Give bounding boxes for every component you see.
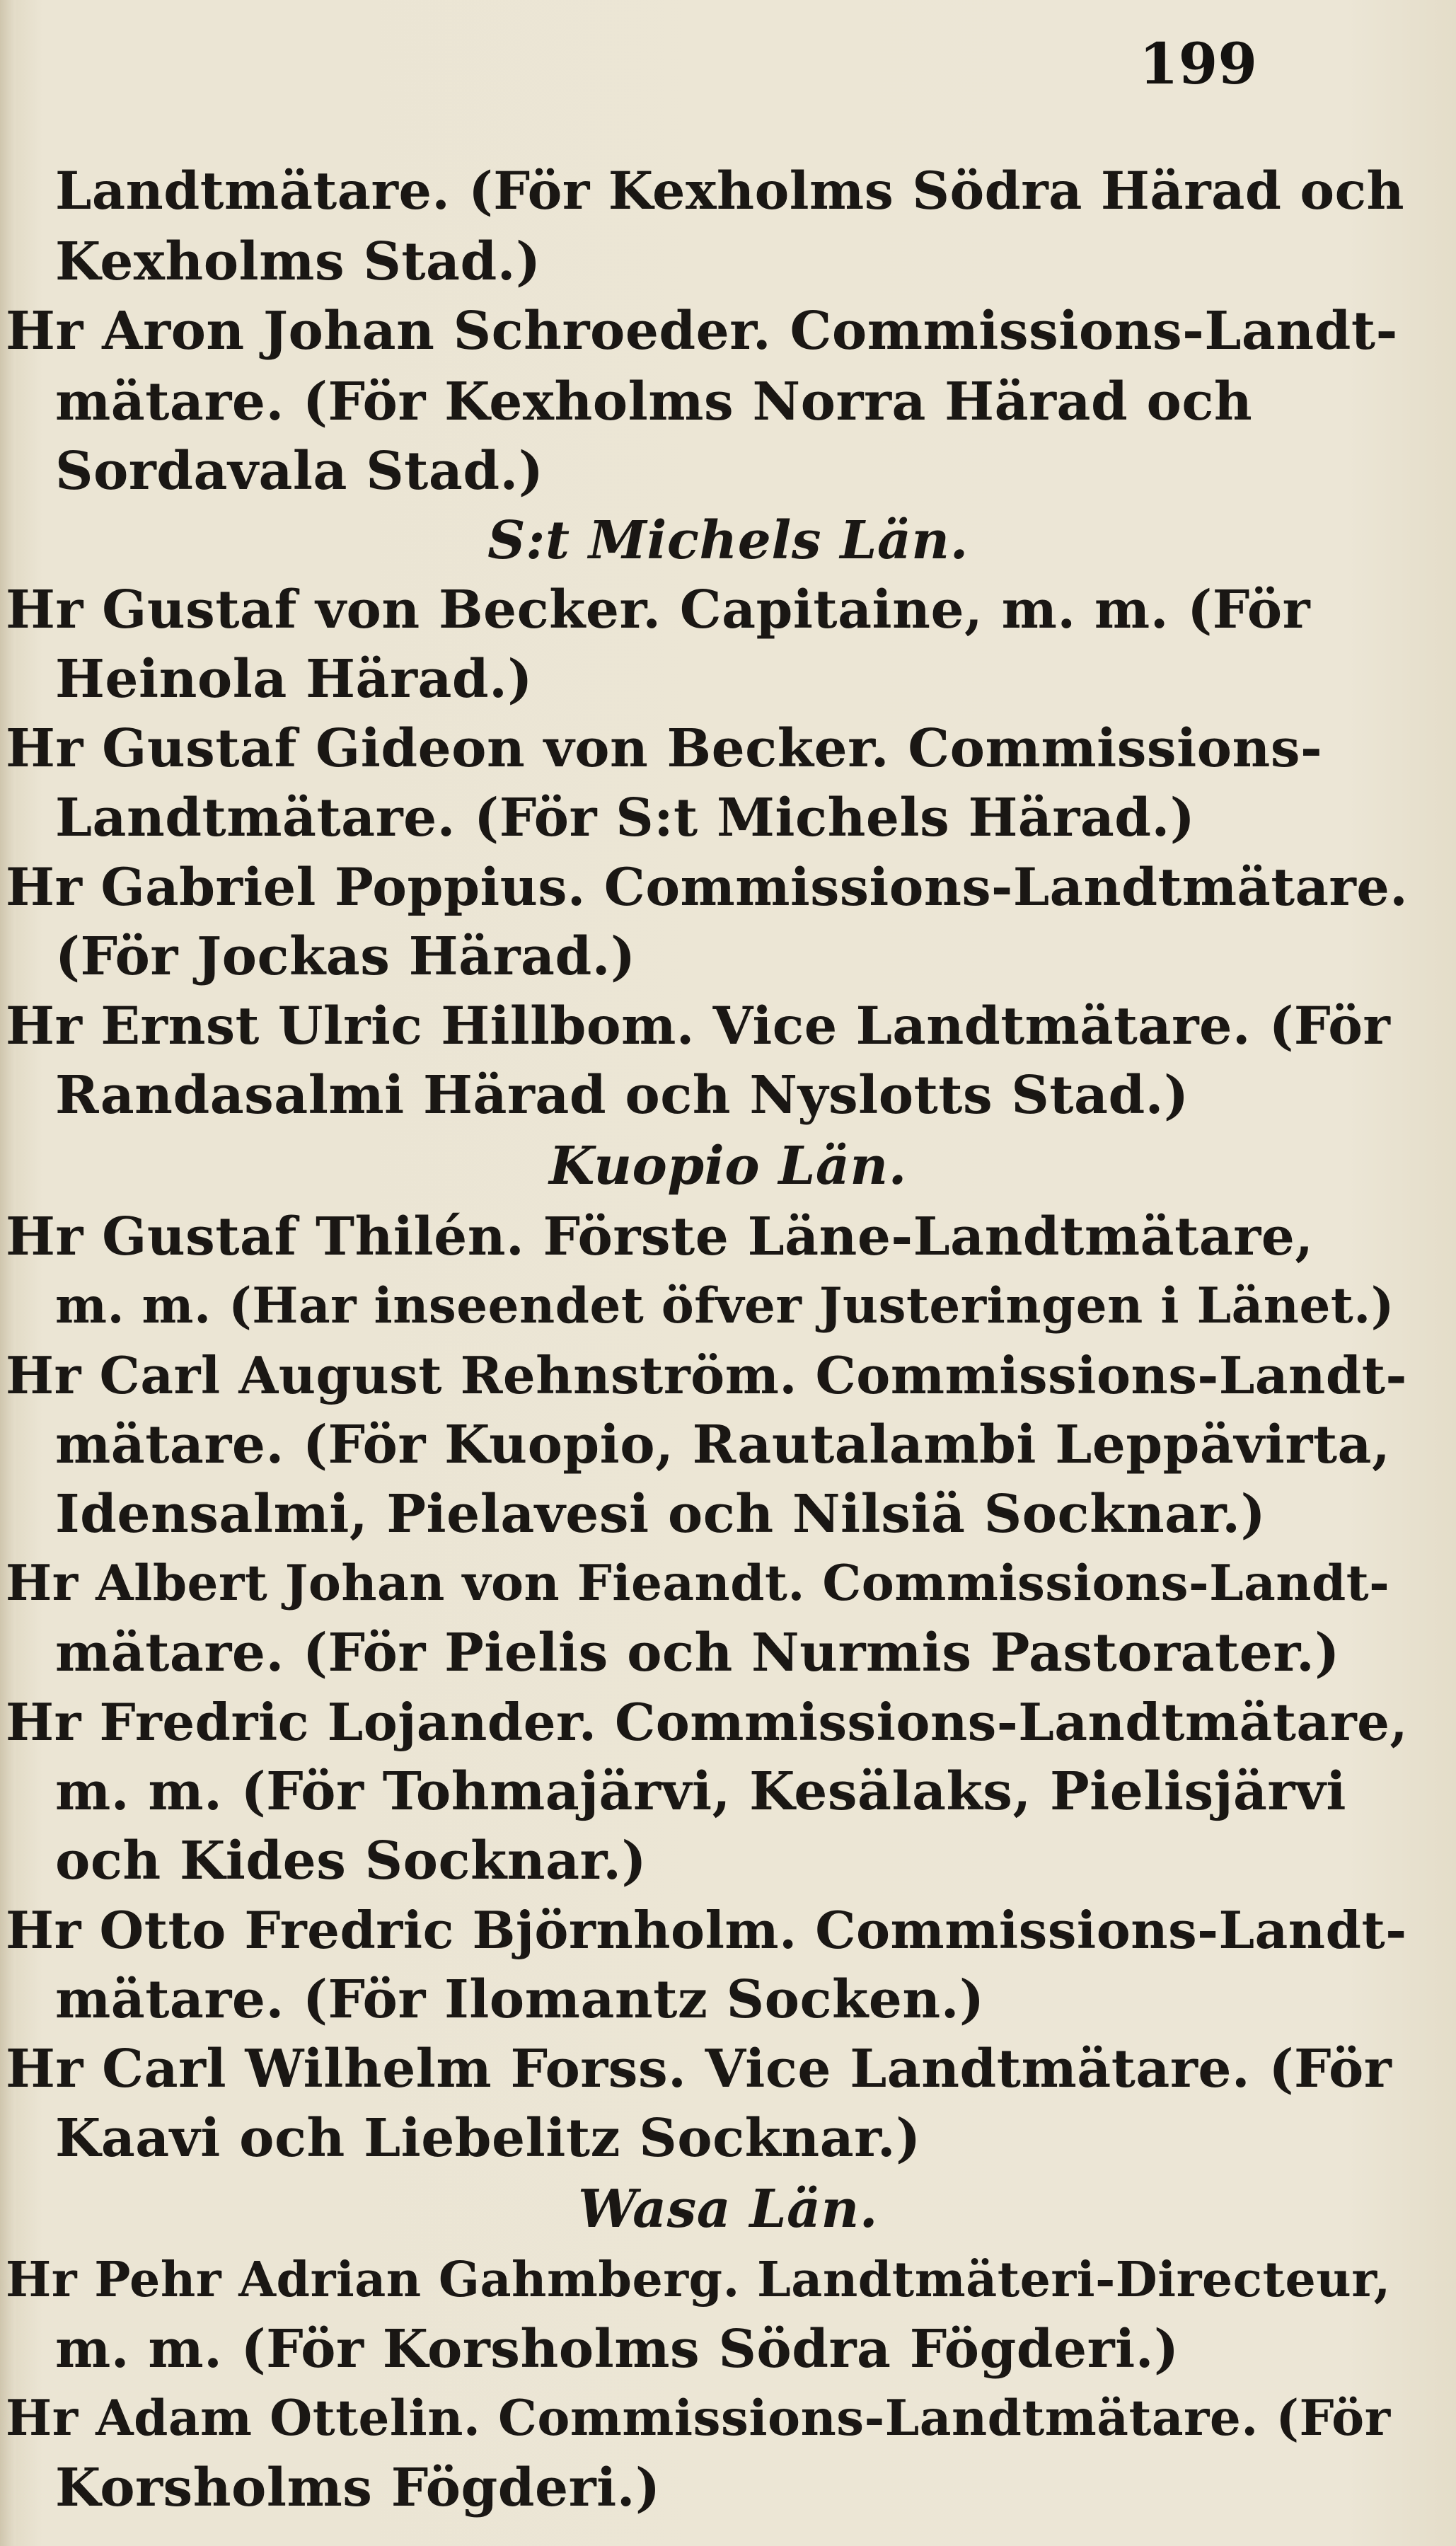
text-line: Hr Fredric Lojander. Commissions-Landtmätare,	[6, 1692, 1409, 1752]
text-line: Sordavala Stad.)	[55, 441, 544, 502]
text-line: Landtmätare. (För Kexholms Södra Härad och	[55, 161, 1405, 221]
text-line: Korsholms Fögderi.)	[55, 2458, 661, 2518]
text-line: Hr Gabriel Poppius. Commissions-Landtmätare.	[6, 857, 1409, 918]
text-line: mätare. (För Pielis och Nurmis Pastorater.)	[55, 1623, 1340, 1683]
text-line: Hr Adam Ottelin. Commissions-Landtmätare. (För	[6, 2390, 1391, 2447]
text-line: Landtmätare. (För S:t Michels Härad.)	[55, 788, 1196, 848]
text-line: Kexholms Stad.)	[55, 231, 541, 292]
text-line: m. m. (För Tohmajärvi, Kesälaks, Pielisjärvi	[55, 1761, 1347, 1822]
text-line: Hr Carl Wilhelm Forss. Vice Landtmätare. (För	[6, 2039, 1392, 2099]
section-heading-wasa: Wasa Län.	[577, 2179, 879, 2240]
page-spine-edge	[0, 0, 16, 2546]
text-line: Hr Carl August Rehnström. Commissions-Landt-	[6, 1345, 1407, 1405]
text-line: mätare. (För Kuopio, Rautalambi Leppävirta,	[55, 1415, 1391, 1475]
text-line: Hr Aron Johan Schroeder. Commissions-Landt-	[6, 301, 1398, 362]
text-line: Hr Otto Fredric Björnholm. Commissions-Landt-	[6, 1900, 1407, 1960]
section-heading-st-michels: S:t Michels Län.	[487, 510, 969, 571]
text-line: Hr Pehr Adrian Gahmberg. Landtmäteri-Directeur,	[6, 2252, 1391, 2308]
text-line: Idensalmi, Pielavesi och Nilsiä Socknar.)	[55, 1484, 1266, 1545]
text-line: och Kides Socknar.)	[55, 1831, 647, 1891]
text-line: m. m. (Har inseendet öfver Justeringen i Länet.)	[55, 1277, 1394, 1335]
text-line: mätare. (För Kexholms Norra Härad och	[55, 371, 1253, 432]
text-line: Kaavi och Liebelitz Socknar.)	[55, 2108, 921, 2169]
text-line: m. m. (För Korsholms Södra Fögderi.)	[55, 2319, 1179, 2380]
text-line: Hr Albert Johan von Fieandt. Commissions-Landt-	[6, 1555, 1390, 1612]
text-line: Hr Ernst Ulric Hillbom. Vice Landtmätare. (För	[6, 996, 1391, 1056]
page-number: 199	[1139, 30, 1257, 97]
text-line: Hr Gustaf von Becker. Capitaine, m. m. (För	[6, 580, 1311, 640]
text-line: Heinola Härad.)	[55, 649, 533, 710]
section-heading-kuopio: Kuopio Län.	[549, 1136, 907, 1197]
text-line: Hr Gustaf Thilén. Förste Läne-Landtmätare,	[6, 1206, 1314, 1267]
text-line: Hr Gustaf Gideon von Becker. Commissions-	[6, 718, 1323, 779]
text-line: Randasalmi Härad och Nyslotts Stad.)	[55, 1065, 1189, 1126]
text-line: mätare. (För Ilomantz Socken.)	[55, 1969, 985, 2030]
text-line: (För Jockas Härad.)	[55, 926, 636, 987]
